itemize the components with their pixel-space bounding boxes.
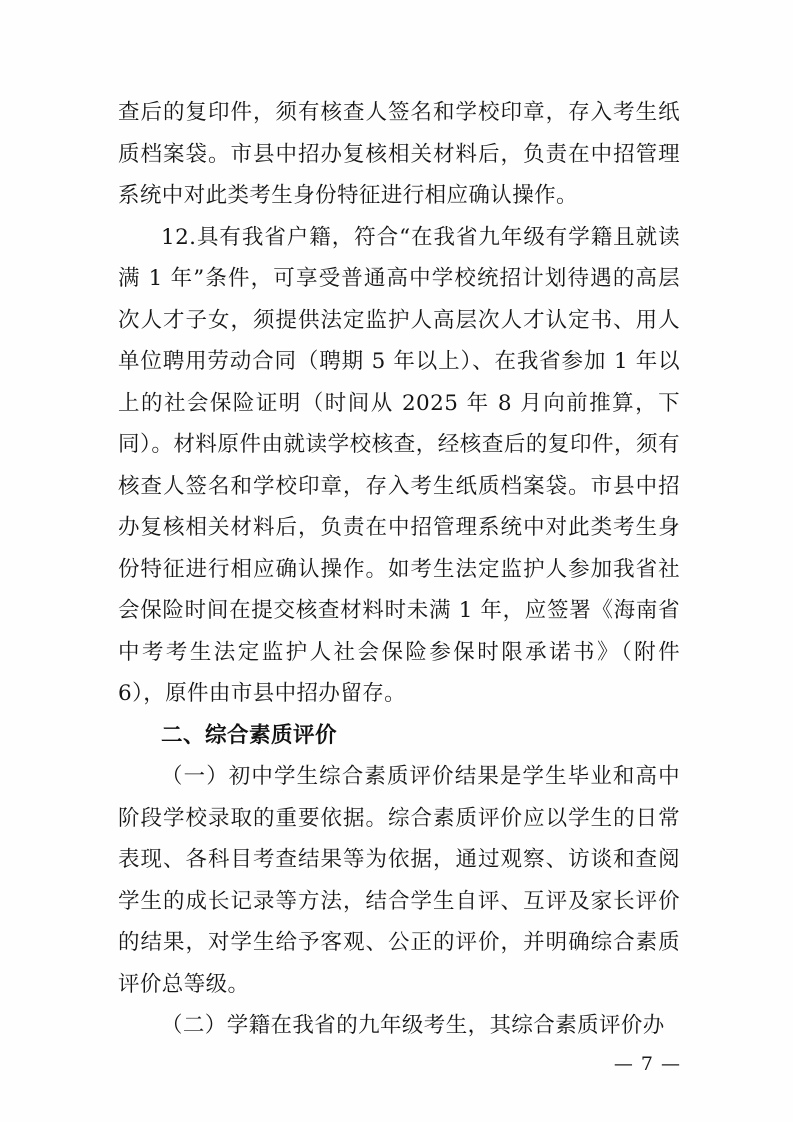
page-number: — 7 —	[613, 1053, 681, 1075]
paragraph-continued: 查后的复印件，须有核查人签名和学校印章，存入考生纸质档案袋。市县中招办复核相关材料后，负责在中招管理系统中对此类考生身份特征进行相应确认操作。	[118, 100, 680, 208]
paragraph-item-12: 12.具有我省户籍，符合“在我省九年级有学籍且就读满 1 年”条件，可享受普通高中学校统招计划待遇的高层次人才子女，须提供法定监护人高层次人才认定书、用人单位聘用劳动合同（聘期 5 年以上）、在我省参加 1 年以上的社会保险证明（时间从 2025 年 8 月向前推算，下同）。材料原件由就读学校核查，经核查后的复印件，须有核查人签名和学校印章，存入考生纸质档案袋。市县中招办复核相关材料后，负责在中招管理系统中对此类考生身份特征进行相应确认操作。如考生法定监护人参加我省社会保险时间在提交核查材料时未满 1 年，应签署《海南省中考考生法定监护人社会保险参保时限承诺书》（附件 6），原件由市县中招办留存。	[118, 224, 680, 706]
paragraph-section-2-item-2: （二）学籍在我省的九年级考生，其综合素质评价办	[161, 1013, 665, 1038]
section-heading-comprehensive-quality-evaluation: 二、综合素质评价	[161, 722, 338, 748]
page-content	[118, 92, 680, 1047]
paragraph-section-2-item-1: （一）初中学生综合素质评价结果是学生毕业和高中阶段学校录取的重要依据。综合素质评价应以学生的日常表现、各科目考查结果等为依据，通过观察、访谈和查阅学生的成长记录等方法，结合学生自评、互评及家长评价的结果，对学生给予客观、公正的评价，并明确综合素质评价总等级。	[118, 764, 680, 997]
